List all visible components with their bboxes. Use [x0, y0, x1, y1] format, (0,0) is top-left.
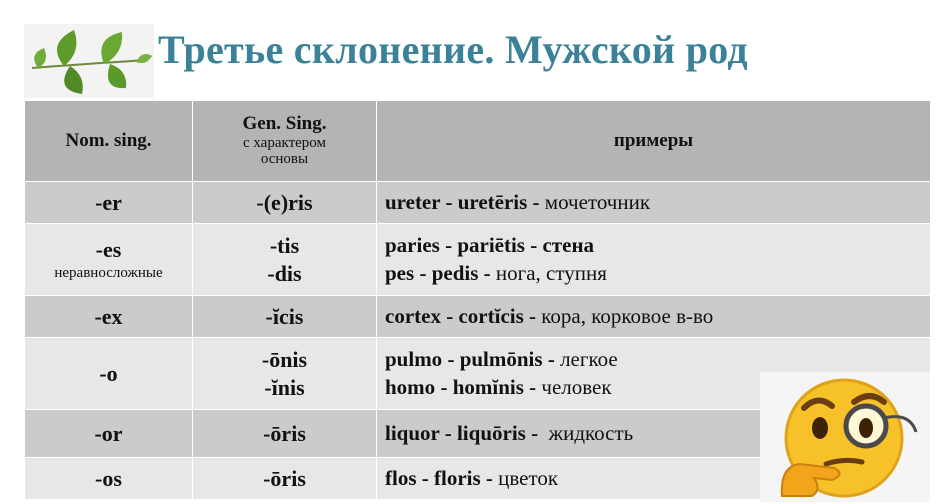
example-dash: - — [439, 232, 458, 257]
nom-ending: -os — [95, 465, 122, 491]
example-genitive: uretēris — [457, 189, 528, 214]
example-word: paries — [385, 232, 440, 257]
example-genitive: pedis — [431, 260, 479, 285]
gen-cell — [193, 458, 377, 500]
header-gen-main: Gen. Sing. — [242, 113, 327, 135]
example-word: pulmo — [385, 346, 443, 371]
example-separator: - — [480, 465, 499, 490]
gen-cell — [193, 338, 377, 410]
example-dash: - — [416, 465, 434, 490]
example-word: ureter — [385, 189, 441, 214]
thinking-face-emoji — [760, 372, 930, 502]
header-gen-sub-2: основы — [260, 151, 309, 168]
example-dash: - — [440, 303, 459, 328]
nom-ending: -or — [94, 420, 123, 446]
example-line — [385, 232, 930, 260]
nom-cell — [25, 224, 193, 296]
nom-note: неравносложные — [54, 264, 163, 281]
example-line — [385, 303, 930, 331]
table-row — [25, 224, 931, 296]
example-translation: мочеточник — [544, 189, 651, 214]
example-translation: человек — [541, 374, 612, 399]
example-translation: нога, ступня — [495, 260, 607, 285]
gen-cell — [193, 182, 377, 224]
example-translation: легкое — [560, 346, 618, 371]
example-word: homo — [385, 374, 436, 399]
example-separator: - — [478, 260, 496, 285]
example-separator: - — [524, 232, 543, 257]
example-genitive: pariētis — [457, 232, 525, 257]
nom-cell — [25, 458, 193, 500]
header-gen — [193, 101, 377, 182]
example-separator: - — [527, 189, 545, 214]
example-translation: цветок — [498, 465, 559, 490]
nom-cell — [25, 410, 193, 458]
example-translation: стена — [542, 232, 595, 257]
leaf-icon — [24, 24, 154, 98]
example-separator: - — [525, 420, 549, 445]
example-word: cortex — [385, 303, 441, 328]
gen-ending: -ōris — [263, 420, 306, 446]
nom-ending: -o — [99, 360, 118, 386]
examples-cell — [377, 224, 931, 296]
header-examples: примеры — [377, 101, 931, 182]
example-dash: - — [442, 346, 460, 371]
table-row — [25, 182, 931, 224]
example-dash: - — [414, 260, 432, 285]
example-word: pes — [385, 260, 415, 285]
gen-ending: -ĭcis — [265, 303, 304, 329]
header-row — [25, 101, 931, 182]
table-row — [25, 296, 931, 338]
nom-ending: -ex — [94, 303, 123, 329]
example-genitive: homĭnis — [452, 374, 524, 399]
example-translation: жидкость — [548, 420, 634, 445]
nom-ending: -es — [95, 237, 122, 263]
gen-ending: -dis — [267, 260, 302, 286]
header-gen-sub-1: с характером — [242, 134, 327, 151]
examples-cell — [377, 296, 931, 338]
gen-ending: -(e)ris — [256, 189, 313, 215]
example-line — [385, 189, 930, 217]
example-dash: - — [440, 189, 458, 214]
example-genitive: liquōris — [456, 420, 526, 445]
example-line — [385, 260, 930, 288]
examples-cell — [377, 182, 931, 224]
gen-cell — [193, 296, 377, 338]
example-word: flos — [385, 465, 417, 490]
page-title: Третье склонение. Мужской род — [158, 27, 748, 72]
gen-ending: -tis — [269, 233, 300, 258]
example-dash: - — [439, 420, 457, 445]
example-word: liquor — [385, 420, 440, 445]
example-separator: - — [523, 303, 542, 328]
nom-cell — [25, 296, 193, 338]
nom-ending: -er — [95, 189, 122, 215]
gen-ending: -ōnis — [261, 347, 308, 372]
gen-ending: -ōris — [263, 465, 306, 491]
example-genitive: pulmōnis — [459, 346, 543, 371]
nom-cell — [25, 338, 193, 410]
example-separator: - — [542, 346, 561, 371]
example-genitive: cortĭcis — [458, 303, 524, 328]
example-genitive: floris — [434, 465, 481, 490]
gen-cell — [193, 410, 377, 458]
gen-ending: -ĭnis — [264, 374, 305, 400]
example-separator: - — [523, 374, 542, 399]
example-dash: - — [435, 374, 453, 399]
nom-cell — [25, 182, 193, 224]
example-translation: кора, корковое в-во — [541, 303, 714, 328]
gen-cell — [193, 224, 377, 296]
example-line — [385, 346, 930, 374]
header-nom: Nom. sing. — [25, 101, 193, 182]
